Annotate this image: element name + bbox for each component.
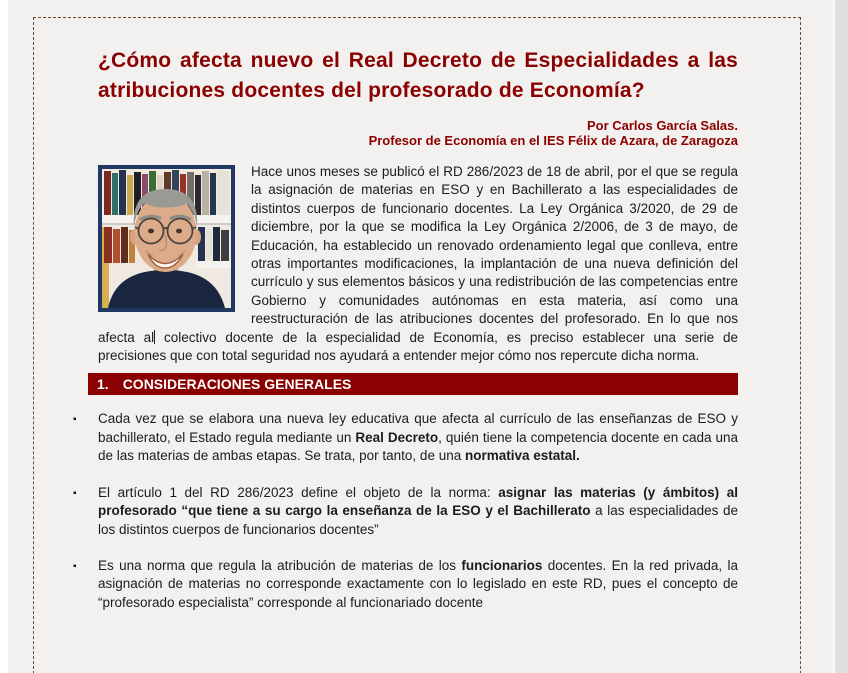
bullet-text: Cada vez que se elabora una nueva ley educativa que afecta al currículo de las enseñanzas de ESO y bachillerato, el Estado regula mediante un Real Decreto, quién tiene la competencia docente en cada una de las materias de ambas etapas. Se trata, por tanto, de una normativa estatal. [98, 411, 738, 464]
bullet-marker-icon: ▪ [73, 560, 77, 572]
bullet-item[interactable] [73, 557, 738, 612]
bullet-list [73, 410, 738, 612]
bullet-text: El artículo 1 del RD 286/2023 define el objeto de la norma: asignar las materias (y ámbitos) al profesorado “que tiene a su cargo la enseñanza de la ESO y el Bachillerato a las especialidades de los distintos cuerpos de funcionarios docentes” [98, 484, 738, 537]
bullet-item[interactable] [73, 410, 738, 465]
section-number: 1. [97, 376, 109, 393]
section-title: CONSIDERACIONES GENERALES [122, 376, 352, 393]
author-photo[interactable] [98, 165, 235, 312]
byline [98, 118, 738, 148]
intro-text: Hace unos meses se publicó el RD 286/2023 de 18 de abril, por el que se regula la asignación de materias en ESO y en Bachillerato a las especialidades de distintos cuerpos de funcionario docentes. La Ley Orgánica 3/2020, de 29 de diciembre, por la que se modifica la Ley Orgánica 2/2006, de 3 de mayo, de Educación, ha establecido un renovado ordenamiento legal que conlleva, entre otras importantes modificaciones, la implantación de una nueva definición del currículo y sus elementos básicos y una redistribución de las competencias entre Gobierno y comunidades autónomas en esta materia, así como una reestructuración de las atribuciones docentes del profesorado. En lo que nos afecta al colectivo docente de la especialidad de Economía, es preciso establecer una serie de precisiones que con total seguridad nos ayudará a entender mejor cómo nos repercute dicha norma. [98, 164, 738, 364]
bullet-item[interactable] [73, 484, 738, 539]
author-photo-illustration [102, 169, 231, 308]
window-right-strip [833, 0, 848, 673]
document-content[interactable] [73, 38, 738, 612]
byline-author[interactable]: Por Carlos García Salas. [586, 118, 738, 133]
article-title[interactable]: ¿Cómo afecta nuevo el Real Decreto de Especialidades a las atribuciones docentes del profesorado de Economía? [98, 49, 738, 102]
intro-paragraph[interactable] [98, 163, 738, 365]
bullet-marker-icon: ▪ [73, 487, 77, 499]
bullet-text: Es una norma que regula la atribución de materias de los funcionarios docentes. En la red privada, la asignación de materias no corresponde exactamente con lo legislado en este RD, pues el concepto de “profesorado especialista” corresponde al funcionariado docente [98, 557, 738, 610]
section-heading[interactable] [88, 373, 738, 395]
bullet-marker-icon: ▪ [73, 414, 77, 426]
window-left-strip [0, 0, 8, 673]
byline-role[interactable]: Profesor de Economía en el IES Félix de Azara, de Zaragoza [368, 133, 738, 148]
